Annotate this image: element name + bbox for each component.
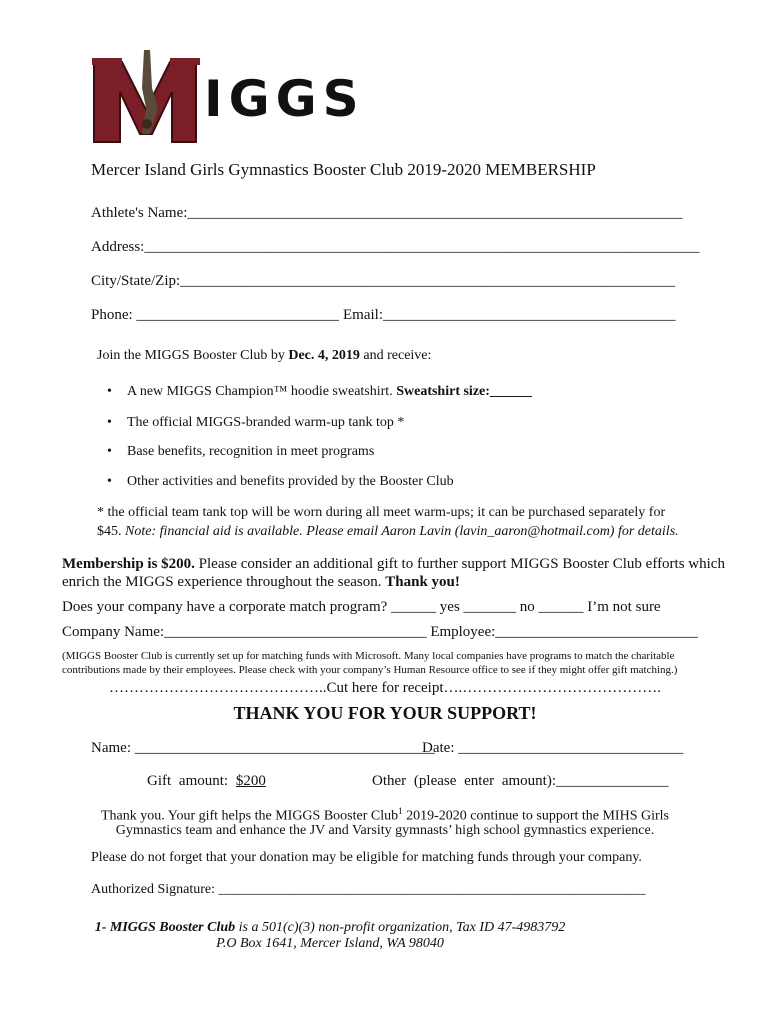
company-employee-field[interactable]: Company Name:___________________________________ Employee:___________________________ (62, 624, 698, 640)
matching-disclaimer: contributions made by their employees. Please check with your company’s Human Resource office to see if they might offer gift matching.) (62, 664, 678, 676)
matching-disclaimer: (MIGGS Booster Club is currently set up for matching funds with Microsoft. Many local companies have programs to match the charitable (62, 650, 675, 662)
phone-field[interactable]: Phone: ___________________________ (91, 307, 339, 323)
footer-tax-info: 1- MIGGS Booster Club is a 501(c)(3) non-profit organization, Tax ID 47-4983792 (94, 920, 566, 935)
other-amount-field[interactable]: Other (please enter amount):_______________ (372, 773, 669, 789)
email-field[interactable]: Email:_______________________________________ (343, 307, 676, 323)
cut-line: ……………………………………..Cut here for receipt….…………………………………. (108, 680, 662, 696)
corporate-match-question[interactable]: Does your company have a corporate match program? ______ yes _______ no ______ I’m not sure (62, 599, 661, 615)
gift-amount: Gift amount: $200 (147, 773, 266, 789)
address-field[interactable]: Address:__________________________________________________________________________ (91, 239, 700, 255)
receipt-date-field[interactable]: Date: ______________________________ (422, 740, 684, 756)
receipt-heading: THANK YOU FOR YOUR SUPPORT! (233, 703, 537, 723)
list-item: • Other activities and benefits provided by the Booster Club (107, 474, 454, 489)
city-state-zip-field[interactable]: City/State/Zip:__________________________________________________________________ (91, 273, 676, 289)
financial-aid-note: $45. Note: financial aid is available. Please email Aaron Lavin (lavin_aaron@hotmail.com) for details. (97, 524, 679, 539)
tank-top-footnote: * the official team tank top will be worn during all meet warm-ups; it can be purchased separately for (97, 505, 666, 520)
logo-wordmark: IGGS (204, 70, 365, 128)
gymnast-m-emblem (92, 48, 212, 148)
intro-text: Join the MIGGS Booster Club by Dec. 4, 2019 and receive: (97, 348, 432, 363)
miggs-logo (92, 48, 432, 148)
signature-field[interactable]: Authorized Signature: _____________________________________________________________ (91, 882, 646, 897)
matching-reminder: Please do not forget that your donation may be eligible for matching funds through your company. (91, 850, 642, 865)
receipt-name-field[interactable]: Name: ________________________________________ (91, 740, 435, 756)
gift-amount-value: $200 (235, 773, 266, 789)
list-item: • Base benefits, recognition in meet programs (107, 444, 375, 459)
deadline-date: Dec. 4, 2019 (288, 348, 360, 363)
sweatshirt-size-field[interactable]: Sweatshirt size:______ (396, 384, 532, 399)
list-item: • A new MIGGS Champion™ hoodie sweatshirt. Sweatshirt size:______ (107, 384, 532, 399)
thanks-message: Gymnastics team and enhance the JV and Varsity gymnasts’ high school gymnastics experience. (115, 823, 655, 838)
form-title: Mercer Island Girls Gymnastics Booster Club 2019-2020 MEMBERSHIP (91, 160, 596, 179)
footer-address: P.O Box 1641, Mercer Island, WA 98040 (216, 936, 444, 951)
athlete-name-field[interactable]: Athlete's Name:__________________________________________________________________ (91, 205, 683, 221)
list-item: • The official MIGGS-branded warm-up tank top * (107, 415, 405, 430)
membership-text: enrich the MIGGS experience throughout the season. Thank you! (62, 574, 460, 590)
membership-price: Membership is $200. Please consider an additional gift to further support MIGGS Booster Club efforts which (62, 556, 725, 572)
thanks-message: Thank you. Your gift helps the MIGGS Booster Club$^1$ 2019-2020 continue to support the MIHS Girls (101, 806, 669, 824)
